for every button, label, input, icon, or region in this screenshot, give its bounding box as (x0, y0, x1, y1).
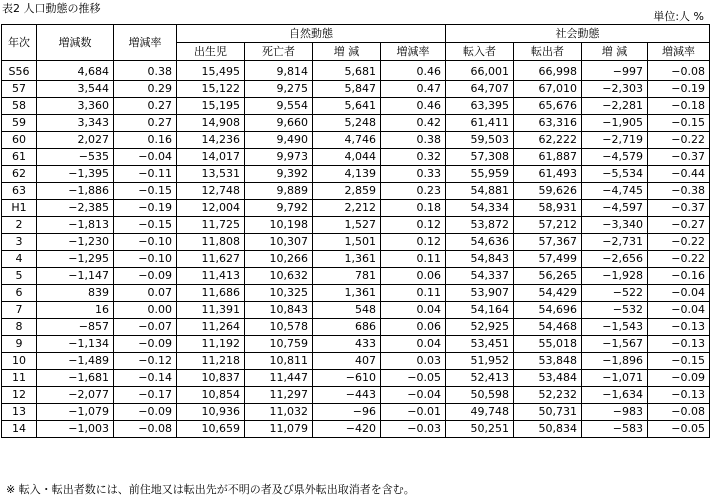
cell-net-rate: −0.14 (114, 370, 177, 387)
cell-net-change: 16 (37, 302, 114, 319)
cell-net-change: 839 (37, 285, 114, 302)
cell-net-rate: 0.00 (114, 302, 177, 319)
cell-deaths: 9,814 (245, 61, 313, 81)
cell-births: 14,017 (177, 149, 245, 166)
cell-net-rate: 0.16 (114, 132, 177, 149)
cell-deaths: 9,554 (245, 98, 313, 115)
cell-natural-rate: 0.46 (381, 98, 446, 115)
cell-in-migrants: 66,001 (446, 61, 514, 81)
cell-in-migrants: 54,334 (446, 200, 514, 217)
cell-natural-rate: −0.04 (381, 387, 446, 404)
table-row (2, 200, 710, 217)
cell-social-rate: −0.04 (648, 302, 710, 319)
cell-year: 8 (2, 319, 37, 336)
cell-deaths: 9,660 (245, 115, 313, 132)
cell-net-rate: −0.15 (114, 217, 177, 234)
cell-natural-rate: 0.33 (381, 166, 446, 183)
table-row (2, 98, 710, 115)
cell-in-migrants: 53,872 (446, 217, 514, 234)
cell-net-change: −1,886 (37, 183, 114, 200)
cell-natural-change: 1,361 (313, 251, 381, 268)
cell-social-change: −2,281 (582, 98, 648, 115)
unit-label: 単位:人 % (653, 10, 704, 23)
cell-social-change: −1,543 (582, 319, 648, 336)
cell-net-change: −1,134 (37, 336, 114, 353)
cell-in-migrants: 52,925 (446, 319, 514, 336)
cell-natural-rate: 0.03 (381, 353, 446, 370)
header-net-rate: 増減率 (114, 25, 177, 61)
cell-natural-change: 407 (313, 353, 381, 370)
cell-social-change: −522 (582, 285, 648, 302)
cell-natural-rate: 0.11 (381, 285, 446, 302)
cell-natural-change: 1,361 (313, 285, 381, 302)
cell-social-rate: −0.16 (648, 268, 710, 285)
cell-out-migrants: 57,212 (514, 217, 582, 234)
cell-in-migrants: 53,451 (446, 336, 514, 353)
cell-natural-change: 5,641 (313, 98, 381, 115)
cell-social-change: −983 (582, 404, 648, 421)
cell-net-rate: −0.09 (114, 404, 177, 421)
cell-natural-rate: −0.03 (381, 421, 446, 438)
cell-net-change: 3,343 (37, 115, 114, 132)
cell-out-migrants: 54,468 (514, 319, 582, 336)
cell-out-migrants: 52,232 (514, 387, 582, 404)
cell-out-migrants: 67,010 (514, 81, 582, 98)
cell-net-change: −2,385 (37, 200, 114, 217)
cell-natural-rate: 0.47 (381, 81, 446, 98)
cell-out-migrants: 57,499 (514, 251, 582, 268)
cell-natural-change: 5,681 (313, 61, 381, 81)
cell-social-change: −2,303 (582, 81, 648, 98)
cell-natural-rate: 0.38 (381, 132, 446, 149)
cell-deaths: 11,297 (245, 387, 313, 404)
table-row (2, 61, 710, 81)
cell-births: 11,218 (177, 353, 245, 370)
cell-net-rate: 0.29 (114, 81, 177, 98)
cell-social-rate: −0.04 (648, 285, 710, 302)
cell-net-change: 2,027 (37, 132, 114, 149)
cell-natural-rate: 0.12 (381, 234, 446, 251)
table-row (2, 132, 710, 149)
cell-net-rate: −0.09 (114, 268, 177, 285)
cell-deaths: 10,325 (245, 285, 313, 302)
cell-deaths: 10,578 (245, 319, 313, 336)
cell-year: 9 (2, 336, 37, 353)
cell-year: 59 (2, 115, 37, 132)
table-row (2, 268, 710, 285)
table-row (2, 302, 710, 319)
cell-deaths: 10,266 (245, 251, 313, 268)
cell-births: 12,748 (177, 183, 245, 200)
cell-births: 12,004 (177, 200, 245, 217)
cell-in-migrants: 50,251 (446, 421, 514, 438)
cell-out-migrants: 50,834 (514, 421, 582, 438)
cell-net-rate: −0.10 (114, 234, 177, 251)
cell-net-change: −1,147 (37, 268, 114, 285)
cell-social-change: −583 (582, 421, 648, 438)
cell-births: 14,236 (177, 132, 245, 149)
cell-births: 15,195 (177, 98, 245, 115)
cell-natural-rate: 0.32 (381, 149, 446, 166)
cell-deaths: 10,307 (245, 234, 313, 251)
cell-in-migrants: 51,952 (446, 353, 514, 370)
cell-natural-change: 5,847 (313, 81, 381, 98)
cell-natural-change: 1,501 (313, 234, 381, 251)
cell-out-migrants: 66,998 (514, 61, 582, 81)
cell-year: 6 (2, 285, 37, 302)
cell-social-rate: −0.22 (648, 132, 710, 149)
table-row (2, 251, 710, 268)
cell-out-migrants: 65,676 (514, 98, 582, 115)
cell-births: 11,391 (177, 302, 245, 319)
cell-out-migrants: 53,848 (514, 353, 582, 370)
cell-out-migrants: 63,316 (514, 115, 582, 132)
header-row-group (2, 25, 710, 43)
cell-births: 10,837 (177, 370, 245, 387)
cell-social-rate: −0.38 (648, 183, 710, 200)
cell-births: 14,908 (177, 115, 245, 132)
cell-year: 5 (2, 268, 37, 285)
header-net-change: 増減数 (37, 25, 114, 61)
cell-year: 7 (2, 302, 37, 319)
cell-net-rate: −0.07 (114, 319, 177, 336)
cell-natural-change: 4,746 (313, 132, 381, 149)
cell-year: 60 (2, 132, 37, 149)
cell-net-change: −1,079 (37, 404, 114, 421)
cell-net-change: −1,003 (37, 421, 114, 438)
cell-social-change: −5,534 (582, 166, 648, 183)
cell-year: S56 (2, 61, 37, 81)
cell-out-migrants: 55,018 (514, 336, 582, 353)
cell-social-rate: −0.27 (648, 217, 710, 234)
cell-in-migrants: 64,707 (446, 81, 514, 98)
cell-natural-change: 4,139 (313, 166, 381, 183)
cell-social-rate: −0.13 (648, 336, 710, 353)
cell-net-change: −1,230 (37, 234, 114, 251)
cell-out-migrants: 59,626 (514, 183, 582, 200)
cell-deaths: 9,275 (245, 81, 313, 98)
header-births: 出生児 (177, 43, 245, 61)
cell-net-change: 4,684 (37, 61, 114, 81)
cell-social-change: −4,745 (582, 183, 648, 200)
table-row (2, 217, 710, 234)
cell-deaths: 11,032 (245, 404, 313, 421)
cell-natural-rate: 0.23 (381, 183, 446, 200)
cell-out-migrants: 53,484 (514, 370, 582, 387)
cell-natural-change: 686 (313, 319, 381, 336)
cell-natural-rate: 0.06 (381, 268, 446, 285)
cell-deaths: 9,889 (245, 183, 313, 200)
cell-year: 11 (2, 370, 37, 387)
cell-out-migrants: 58,931 (514, 200, 582, 217)
cell-social-change: −1,567 (582, 336, 648, 353)
cell-social-rate: −0.37 (648, 149, 710, 166)
cell-natural-change: −96 (313, 404, 381, 421)
table-row (2, 115, 710, 132)
cell-year: 63 (2, 183, 37, 200)
cell-natural-change: 4,044 (313, 149, 381, 166)
cell-in-migrants: 61,411 (446, 115, 514, 132)
cell-net-change: −535 (37, 149, 114, 166)
cell-deaths: 10,811 (245, 353, 313, 370)
cell-in-migrants: 54,636 (446, 234, 514, 251)
table-row (2, 421, 710, 438)
table-row (2, 81, 710, 98)
cell-net-change: −1,681 (37, 370, 114, 387)
cell-out-migrants: 50,731 (514, 404, 582, 421)
population-dynamics-table (1, 24, 710, 438)
cell-births: 11,686 (177, 285, 245, 302)
cell-deaths: 9,792 (245, 200, 313, 217)
table-row (2, 183, 710, 200)
cell-social-change: −2,719 (582, 132, 648, 149)
cell-net-rate: 0.27 (114, 115, 177, 132)
cell-in-migrants: 49,748 (446, 404, 514, 421)
cell-out-migrants: 57,367 (514, 234, 582, 251)
cell-net-change: −1,489 (37, 353, 114, 370)
cell-in-migrants: 52,413 (446, 370, 514, 387)
cell-out-migrants: 61,887 (514, 149, 582, 166)
cell-natural-change: 781 (313, 268, 381, 285)
cell-social-rate: −0.18 (648, 98, 710, 115)
table-row (2, 370, 710, 387)
table-row (2, 387, 710, 404)
cell-births: 11,808 (177, 234, 245, 251)
cell-deaths: 10,759 (245, 336, 313, 353)
cell-social-rate: −0.15 (648, 115, 710, 132)
cell-natural-change: −443 (313, 387, 381, 404)
header-out-migrants: 転出者 (514, 43, 582, 61)
cell-out-migrants: 62,222 (514, 132, 582, 149)
cell-deaths: 10,198 (245, 217, 313, 234)
cell-natural-rate: 0.42 (381, 115, 446, 132)
cell-net-change: −857 (37, 319, 114, 336)
cell-net-rate: −0.15 (114, 183, 177, 200)
cell-year: 13 (2, 404, 37, 421)
cell-in-migrants: 57,308 (446, 149, 514, 166)
cell-year: 3 (2, 234, 37, 251)
cell-net-rate: −0.12 (114, 353, 177, 370)
cell-net-rate: 0.38 (114, 61, 177, 81)
cell-social-change: −1,896 (582, 353, 648, 370)
table-row (2, 319, 710, 336)
header-social-group: 社会動態 (446, 25, 710, 43)
cell-net-change: −1,813 (37, 217, 114, 234)
cell-natural-change: 433 (313, 336, 381, 353)
cell-natural-change: 1,527 (313, 217, 381, 234)
cell-social-rate: −0.19 (648, 81, 710, 98)
cell-year: 62 (2, 166, 37, 183)
cell-net-rate: −0.10 (114, 251, 177, 268)
cell-births: 11,413 (177, 268, 245, 285)
cell-social-rate: −0.13 (648, 387, 710, 404)
header-natural-rate: 増減率 (381, 43, 446, 61)
table-row (2, 166, 710, 183)
cell-social-rate: −0.05 (648, 421, 710, 438)
header-natural-group: 自然動態 (177, 25, 446, 43)
cell-net-rate: 0.27 (114, 98, 177, 115)
cell-deaths: 11,447 (245, 370, 313, 387)
cell-social-change: −1,928 (582, 268, 648, 285)
cell-year: 14 (2, 421, 37, 438)
cell-deaths: 9,392 (245, 166, 313, 183)
cell-deaths: 10,632 (245, 268, 313, 285)
cell-net-change: −1,395 (37, 166, 114, 183)
cell-social-change: −1,905 (582, 115, 648, 132)
cell-net-rate: 0.07 (114, 285, 177, 302)
cell-deaths: 9,973 (245, 149, 313, 166)
cell-natural-change: 2,212 (313, 200, 381, 217)
table-title: 表2 人口動態の推移 (2, 2, 101, 15)
cell-social-rate: −0.08 (648, 61, 710, 81)
header-in-migrants: 転入者 (446, 43, 514, 61)
cell-year: 58 (2, 98, 37, 115)
table-row (2, 404, 710, 421)
table-header (2, 25, 710, 61)
cell-births: 10,936 (177, 404, 245, 421)
cell-natural-rate: 0.11 (381, 251, 446, 268)
cell-deaths: 10,843 (245, 302, 313, 319)
cell-net-rate: −0.11 (114, 166, 177, 183)
cell-out-migrants: 54,429 (514, 285, 582, 302)
cell-social-change: −1,634 (582, 387, 648, 404)
table-row (2, 234, 710, 251)
cell-social-change: −997 (582, 61, 648, 81)
cell-natural-change: −420 (313, 421, 381, 438)
table-row (2, 336, 710, 353)
cell-natural-rate: 0.18 (381, 200, 446, 217)
cell-in-migrants: 55,959 (446, 166, 514, 183)
cell-out-migrants: 56,265 (514, 268, 582, 285)
cell-births: 13,531 (177, 166, 245, 183)
cell-social-change: −532 (582, 302, 648, 319)
cell-net-change: −1,295 (37, 251, 114, 268)
cell-net-change: 3,360 (37, 98, 114, 115)
cell-natural-rate: 0.06 (381, 319, 446, 336)
cell-in-migrants: 53,907 (446, 285, 514, 302)
cell-in-migrants: 59,503 (446, 132, 514, 149)
cell-natural-rate: 0.46 (381, 61, 446, 81)
cell-out-migrants: 61,493 (514, 166, 582, 183)
table-row (2, 285, 710, 302)
cell-natural-change: −610 (313, 370, 381, 387)
cell-deaths: 11,079 (245, 421, 313, 438)
cell-births: 11,192 (177, 336, 245, 353)
table-body (2, 61, 710, 438)
cell-social-rate: −0.15 (648, 353, 710, 370)
cell-social-change: −4,579 (582, 149, 648, 166)
cell-natural-rate: 0.04 (381, 336, 446, 353)
cell-year: 4 (2, 251, 37, 268)
cell-in-migrants: 54,881 (446, 183, 514, 200)
cell-net-change: 3,544 (37, 81, 114, 98)
cell-social-change: −4,597 (582, 200, 648, 217)
cell-births: 10,659 (177, 421, 245, 438)
header-deaths: 死亡者 (245, 43, 313, 61)
cell-year: 61 (2, 149, 37, 166)
cell-year: 2 (2, 217, 37, 234)
cell-births: 11,627 (177, 251, 245, 268)
cell-net-rate: −0.09 (114, 336, 177, 353)
cell-social-rate: −0.09 (648, 370, 710, 387)
cell-out-migrants: 54,696 (514, 302, 582, 319)
cell-births: 11,264 (177, 319, 245, 336)
cell-natural-change: 5,248 (313, 115, 381, 132)
cell-in-migrants: 54,164 (446, 302, 514, 319)
cell-in-migrants: 63,395 (446, 98, 514, 115)
cell-social-change: −2,656 (582, 251, 648, 268)
cell-natural-change: 2,859 (313, 183, 381, 200)
footnote: ※ 転入・転出者数には、前住地又は転出先が不明の者及び県外転出取消者を含む。 (6, 483, 415, 496)
table-row (2, 149, 710, 166)
cell-social-rate: −0.13 (648, 319, 710, 336)
cell-year: 10 (2, 353, 37, 370)
header-natural-change: 増 減 (313, 43, 381, 61)
cell-net-rate: −0.08 (114, 421, 177, 438)
cell-births: 11,725 (177, 217, 245, 234)
cell-social-change: −1,071 (582, 370, 648, 387)
cell-social-change: −3,340 (582, 217, 648, 234)
cell-net-rate: −0.19 (114, 200, 177, 217)
cell-social-rate: −0.22 (648, 251, 710, 268)
cell-social-rate: −0.44 (648, 166, 710, 183)
cell-natural-rate: 0.12 (381, 217, 446, 234)
cell-net-rate: −0.04 (114, 149, 177, 166)
header-social-change: 増 減 (582, 43, 648, 61)
cell-births: 15,495 (177, 61, 245, 81)
cell-natural-rate: −0.01 (381, 404, 446, 421)
cell-social-change: −2,731 (582, 234, 648, 251)
cell-net-change: −2,077 (37, 387, 114, 404)
table-row (2, 353, 710, 370)
header-year: 年次 (2, 25, 37, 61)
cell-year: H1 (2, 200, 37, 217)
cell-natural-rate: −0.05 (381, 370, 446, 387)
cell-in-migrants: 54,337 (446, 268, 514, 285)
cell-net-rate: −0.17 (114, 387, 177, 404)
cell-natural-change: 548 (313, 302, 381, 319)
cell-births: 10,854 (177, 387, 245, 404)
cell-natural-rate: 0.04 (381, 302, 446, 319)
cell-social-rate: −0.08 (648, 404, 710, 421)
cell-social-rate: −0.37 (648, 200, 710, 217)
cell-social-rate: −0.22 (648, 234, 710, 251)
cell-in-migrants: 50,598 (446, 387, 514, 404)
cell-births: 15,122 (177, 81, 245, 98)
cell-in-migrants: 54,843 (446, 251, 514, 268)
cell-deaths: 9,490 (245, 132, 313, 149)
cell-year: 12 (2, 387, 37, 404)
header-social-rate: 増減率 (648, 43, 710, 61)
cell-year: 57 (2, 81, 37, 98)
